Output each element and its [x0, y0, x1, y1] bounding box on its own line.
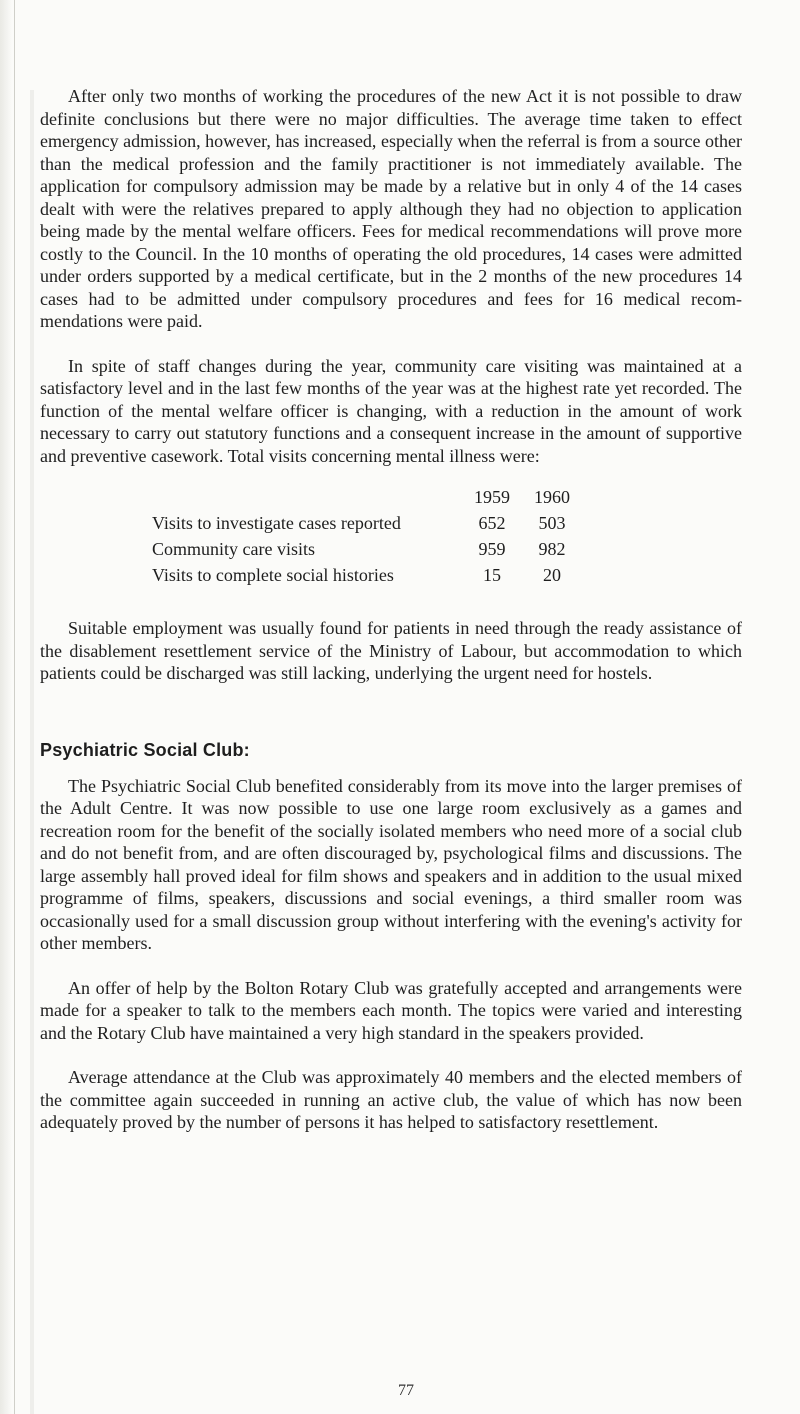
- row-label: Visits to investigate cases reported: [152, 513, 401, 533]
- table-row: [152, 565, 582, 591]
- gutter-shadow: [30, 90, 34, 1414]
- column-header-1959: 1959: [474, 487, 510, 507]
- column-header-1960: 1960: [534, 487, 570, 507]
- visits-table-header-row: [152, 487, 582, 513]
- cell-1960: 503: [538, 513, 566, 533]
- cell-1959: 652: [478, 513, 506, 533]
- visits-table: [152, 487, 582, 591]
- paragraph-club-attendance: Average attendance at the Club was approximately 40 members and the elected members of the committee again succeeded in running an active club, the value of which has now been adequately proved by the number of persons it has helped to satisfactory resettlement.: [40, 1067, 742, 1132]
- section-heading: Psychiatric Social Club:: [40, 739, 250, 760]
- cell-1959: 15: [483, 565, 501, 585]
- row-label: Visits to complete social histories: [152, 565, 394, 585]
- table-row: [152, 539, 582, 565]
- binding-edge: [0, 0, 12, 1414]
- paragraph-social-club-premises: The Psychiatric Social Club benefited considerably from its move into the larger premises of the Adult Centre. It was now possible to use one large room exclusively as a games and recreation room for the benefit of the socially isolated members who need more of a social club and do not benefit from, and are often discouraged by, psychological films and discussions. The large assembly hall proved ideal for film shows and speakers and in addition to the usual mixed programme of films, speakers, discussions and social evenings, a third smaller room was occasionally used for a small discussion group without interfering with the evening's activity for other members.: [40, 775, 742, 953]
- cell-1959: 959: [478, 539, 506, 559]
- binding-line: [14, 0, 15, 1414]
- row-label: Community care visits: [152, 539, 315, 559]
- cell-1960: 20: [543, 565, 561, 585]
- cell-1960: 982: [538, 539, 566, 559]
- page-number: 77: [398, 1382, 414, 1399]
- paragraph-employment-hostels: Suitable employment was usually found for patients in need through the ready assistance of the disablement resettlement service of the Ministry of Labour, but accommodation to which patients could be discharged was still lacking, underlying the urgent need for hostels.: [40, 618, 742, 683]
- paragraph-new-act-procedures: After only two months of working the procedures of the new Act it is not possible to draw definite conclusions but there were no major difficulties. The average time taken to effect emergency admission, however, has increased, especially when the referral is from a source other than the medical profession and the family practitioner is not immediately available. The application for compulsory admission may be made by a relative but in only 4 of the 14 cases dealt with were the relatives prepared to apply although they had no objection to application being made by the mental welfare officers. Fees for medical recommendations will prove more costly to the Council. In the 10 months of operating the old procedures, 14 cases were admitted under orders supported by a medical certificate, but in the 2 months of the new procedures 14 cases had to be admitted under compulsory procedures and fees for 16 medical recom-mendations were paid.: [40, 86, 742, 331]
- paragraph-rotary-club: An offer of help by the Bolton Rotary Club was gratefully accepted and arrangements were made for a speaker to talk to the members each month. The topics were varied and interesting and the Rotary Club have maintained a very high standard in the speakers provided.: [40, 977, 742, 1043]
- paragraph-community-care-visiting: In spite of staff changes during the year, community care visiting was maintained at a satisfactory level and in the last few months of the year was at the highest rate yet recorded. The function of the mental welfare officer is changing, with a reduction in the amount of work necessary to carry out statutory functions and a consequent increase in the amount of supportive and preventive casework. Total visits concerning mental illness were:: [40, 355, 742, 466]
- table-row: [152, 513, 582, 539]
- page-content: [40, 85, 742, 1134]
- visits-table-corner: [152, 487, 462, 513]
